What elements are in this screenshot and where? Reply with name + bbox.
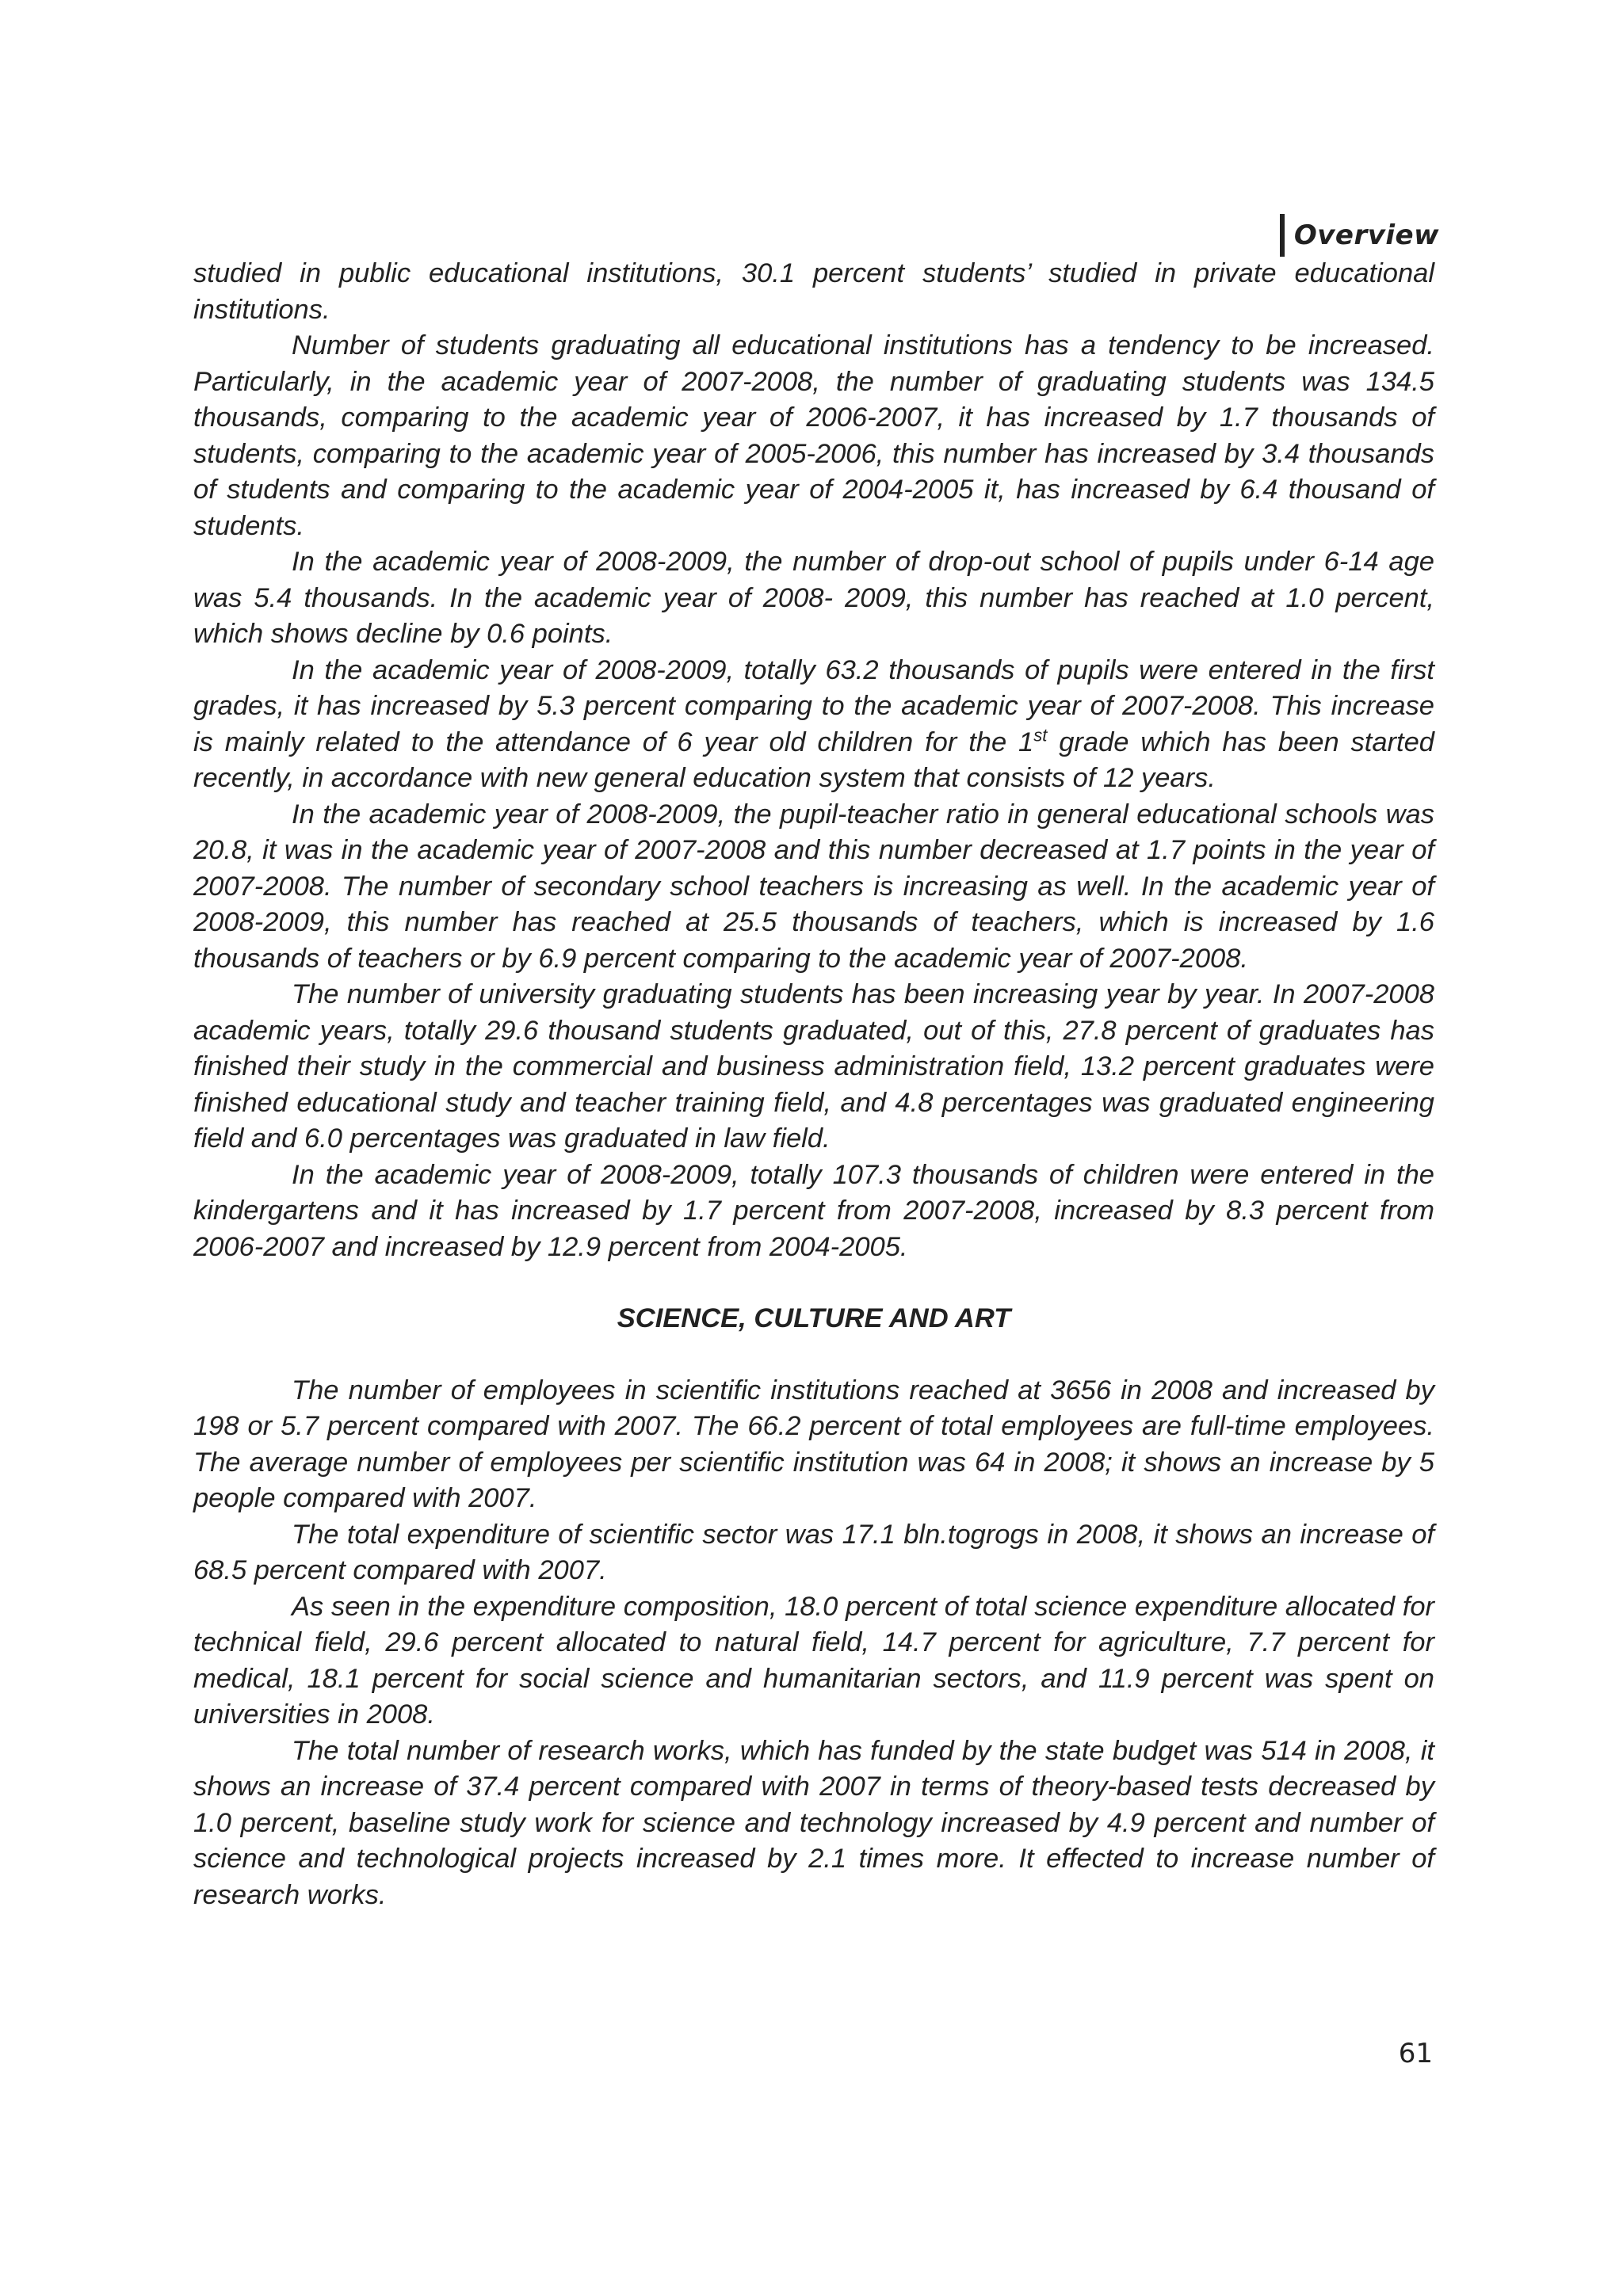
page-number: 61 xyxy=(1398,2038,1433,2069)
paragraph-continuation: studied in public educational institutions, 30.1 percent students’ studied in private educational institutions. xyxy=(193,258,1434,325)
section-heading: SCIENCE, CULTURE AND ART xyxy=(617,1303,1011,1333)
page-body xyxy=(193,256,1434,1913)
paragraph-pupil-teacher-ratio: In the academic year of 2008-2009, the pupil-teacher ratio in general educational schools was 20.8, it was in the academic year of 2007-2008 and this number decreased at 1.7 points in the year of 2007-2008. The number of secondary school teachers is increasing as well. In the academic year of 2008-2009, this number has reached at 25.5 thousands of teachers, which is increased by 1.6 thousands of teachers or by 6.9 percent comparing to the academic year of 2007-2008. xyxy=(193,799,1434,974)
paragraph-graduates: Number of students graduating all educational institutions has a tendency to be increased. Particularly, in the academic year of 2007-2008, the number of graduating students was 134.5 thousands, comparing to the academic year of 2006-2007, it has increased by 1.7 thousands of students, comparing to the academic year of 2005-2006, this number has increased by 3.4 thousands of students and comparing to the academic year of 2004-2005 it, has increased by 6.4 thousand of students. xyxy=(193,330,1434,541)
header-divider-bar xyxy=(1280,214,1285,257)
ordinal-suffix: st xyxy=(1033,725,1048,745)
paragraph-first-grade xyxy=(193,653,1434,797)
paragraph-university-graduates: The number of university graduating students has been increasing year by year. In 2007-2008 academic years, totally 29.6 thousand students graduated, out of this, 27.8 percent of graduates has finished their study in the commercial and business administration field, 13.2 percent graduates were finished educational study and teacher training field, and 4.8 percentages was graduated engineering field and 6.0 percentages was graduated in law field. xyxy=(193,979,1434,1154)
paragraph-kindergarten: In the academic year of 2008-2009, totally 107.3 thousands of children were entered in the kindergartens and it has increased by 1.7 percent from 2007-2008, increased by 8.3 percent from 2006-2007 and increased by 12.9 percent from 2004-2005. xyxy=(193,1159,1434,1262)
paragraph-science-employees: The number of employees in scientific institutions reached at 3656 in 2008 and increased by 198 or 5.7 percent compared with 2007. The 66.2 percent of total employees are full-time employees. The average number of employees per scientific institution was 64 in 2008; it shows an increase by 5 people compared with 2007. xyxy=(193,1375,1434,1513)
first-grade-text-end: grade which has been started recently, in accordance with new general education system that consists of 12 years. xyxy=(193,727,1434,793)
paragraph-research-works: The total number of research works, which has funded by the state budget was 514 in 2008, it shows an increase of 37.4 percent compared with 2007 in terms of theory-based tests decreased by 1.0 percent, baseline study work for science and technology increased by 4.9 percent and number of science and technological projects increased by 2.1 times more. It effected to increase number of research works. xyxy=(193,1735,1434,1910)
paragraph-science-expenditure: The total expenditure of scientific sector was 17.1 bln.togrogs in 2008, it shows an increase of 68.5 percent compared with 2007. xyxy=(193,1519,1434,1585)
first-grade-text-start: In the academic year of 2008-2009, totally 63.2 thousands of pupils were entered in the first grades, it has increased by 5.3 percent comparing to the academic year of 2007-2008. This increase is mainly related to the attendance of 6 year old children for the 1 xyxy=(193,654,1434,757)
section-label: Overview xyxy=(1293,219,1439,251)
paragraph-dropout: In the academic year of 2008-2009, the number of drop-out school of pupils under 6-14 age was 5.4 thousands. In the academic year of 2008- 2009, this number has reached at 1.0 percent, which shows decline by 0.6 points. xyxy=(193,547,1434,649)
running-header xyxy=(1280,214,1439,257)
paragraph-expenditure-composition: As seen in the expenditure composition, 18.0 percent of total science expenditure allocated for technical field, 29.6 percent allocated to natural field, 14.7 percent for agriculture, 7.7 percent for medical, 18.1 percent for social science and humanitarian sectors, and 11.9 percent was spent on universities in 2008. xyxy=(193,1591,1434,1730)
